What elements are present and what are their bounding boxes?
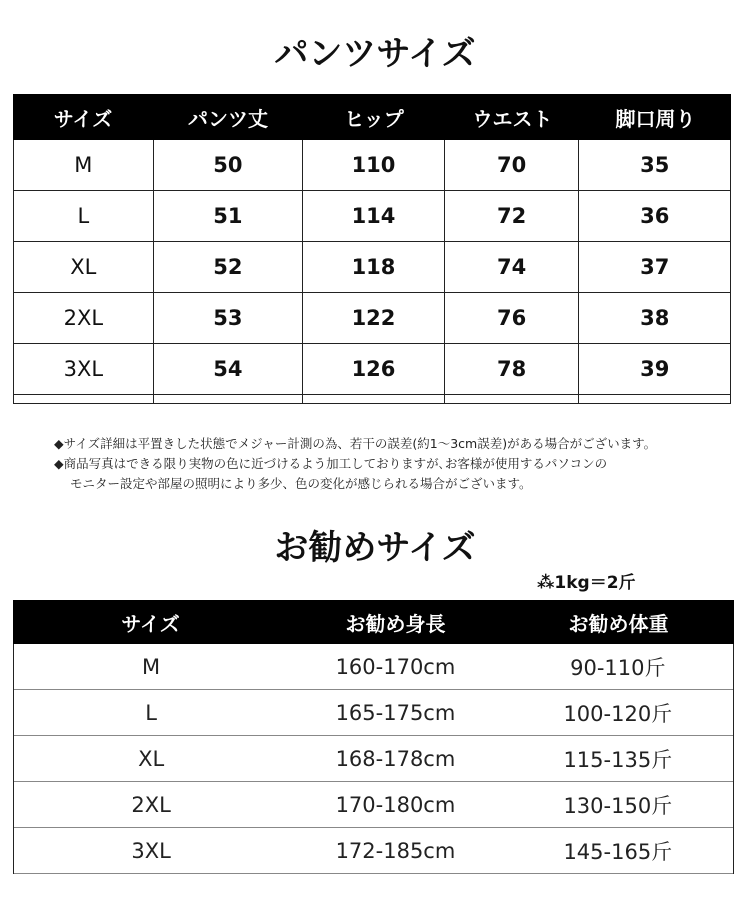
cell-empty bbox=[579, 395, 730, 403]
table-row bbox=[14, 191, 730, 242]
header-hem: 脚口周り bbox=[615, 106, 696, 131]
size-notes bbox=[54, 434, 734, 494]
cell-size: M bbox=[142, 654, 161, 679]
cell-hip: 114 bbox=[303, 191, 445, 241]
cell-height: 170-180cm bbox=[335, 792, 456, 817]
cell-size: 2XL bbox=[14, 293, 154, 343]
header-waist: ウエスト bbox=[472, 106, 553, 131]
cell-hip: 122 bbox=[303, 293, 445, 343]
cell-waist: 78 bbox=[445, 344, 580, 394]
cell-weight: 145-165斤 bbox=[563, 839, 673, 864]
cell-length: 50 bbox=[154, 140, 304, 190]
pants-size-title: パンツサイズ bbox=[274, 34, 476, 74]
cell-size: M bbox=[14, 140, 154, 190]
table-row bbox=[14, 344, 730, 395]
pants-size-table bbox=[13, 94, 731, 404]
cell-length: 51 bbox=[154, 191, 304, 241]
cell-weight: 115-135斤 bbox=[563, 747, 673, 772]
cell-size: L bbox=[14, 191, 154, 241]
table-row bbox=[14, 644, 733, 690]
header-size: サイズ bbox=[121, 611, 180, 636]
note-line: ◆商品写真はできる限り実物の色に近づけるよう加工しておりますが､お客様が使用するパソコンの bbox=[54, 456, 608, 471]
recommended-size-table bbox=[13, 600, 734, 874]
cell-weight: 130-150斤 bbox=[563, 793, 673, 818]
recommended-size-title: お勧めサイズ bbox=[274, 528, 476, 568]
cell-height: 172-185cm bbox=[335, 838, 456, 863]
table-header bbox=[13, 94, 731, 140]
cell-height: 165-175cm bbox=[335, 700, 456, 725]
cell-size: 3XL bbox=[131, 838, 171, 863]
cell-height: 168-178cm bbox=[335, 746, 456, 771]
cell-size: XL bbox=[14, 242, 154, 292]
cell-size: XL bbox=[138, 746, 165, 771]
cell-empty bbox=[154, 395, 304, 403]
table-row-empty bbox=[14, 395, 730, 403]
cell-empty bbox=[14, 395, 154, 403]
cell-hip: 118 bbox=[303, 242, 445, 292]
header-weight: お勧め体重 bbox=[568, 611, 669, 636]
cell-waist: 76 bbox=[445, 293, 580, 343]
cell-length: 52 bbox=[154, 242, 304, 292]
cell-empty bbox=[445, 395, 580, 403]
header-hip: ヒップ bbox=[344, 106, 404, 131]
cell-hem: 35 bbox=[640, 153, 670, 177]
cell-height: 160-170cm bbox=[335, 654, 456, 679]
cell-weight: 90-110斤 bbox=[570, 655, 666, 680]
cell-length: 54 bbox=[154, 344, 304, 394]
table-row bbox=[14, 736, 733, 782]
cell-length: 53 bbox=[154, 293, 304, 343]
cell-hip: 110 bbox=[303, 140, 445, 190]
table-row bbox=[14, 828, 733, 874]
unit-note: ⁂1kg＝2斤 bbox=[537, 573, 636, 593]
table-header bbox=[13, 600, 734, 644]
cell-hem: 36 bbox=[640, 204, 670, 228]
header-height: お勧め身長 bbox=[345, 611, 446, 636]
cell-hem: 39 bbox=[640, 357, 670, 381]
header-size: サイズ bbox=[53, 106, 113, 131]
cell-hem: 37 bbox=[640, 255, 670, 279]
header-length: パンツ丈 bbox=[188, 106, 268, 131]
cell-waist: 74 bbox=[445, 242, 580, 292]
table-row bbox=[14, 140, 730, 191]
table-row bbox=[14, 242, 730, 293]
table-row bbox=[14, 782, 733, 828]
cell-empty bbox=[303, 395, 445, 403]
cell-waist: 72 bbox=[445, 191, 580, 241]
table-row bbox=[14, 690, 733, 736]
note-line: モニター設定や部屋の照明により多少、色の変化が感じられる場合がございます。 bbox=[70, 476, 532, 491]
cell-hip: 126 bbox=[303, 344, 445, 394]
cell-weight: 100-120斤 bbox=[563, 701, 673, 726]
cell-size: L bbox=[145, 700, 157, 725]
cell-size: 3XL bbox=[14, 344, 154, 394]
cell-size: 2XL bbox=[131, 792, 171, 817]
cell-waist: 70 bbox=[445, 140, 580, 190]
cell-hem: 38 bbox=[640, 306, 670, 330]
note-line: ◆サイズ詳細は平置きした状態でメジャー計測の為、若干の誤差(約1〜3cm誤差)がある場合がございます。 bbox=[54, 436, 657, 451]
table-row bbox=[14, 293, 730, 344]
